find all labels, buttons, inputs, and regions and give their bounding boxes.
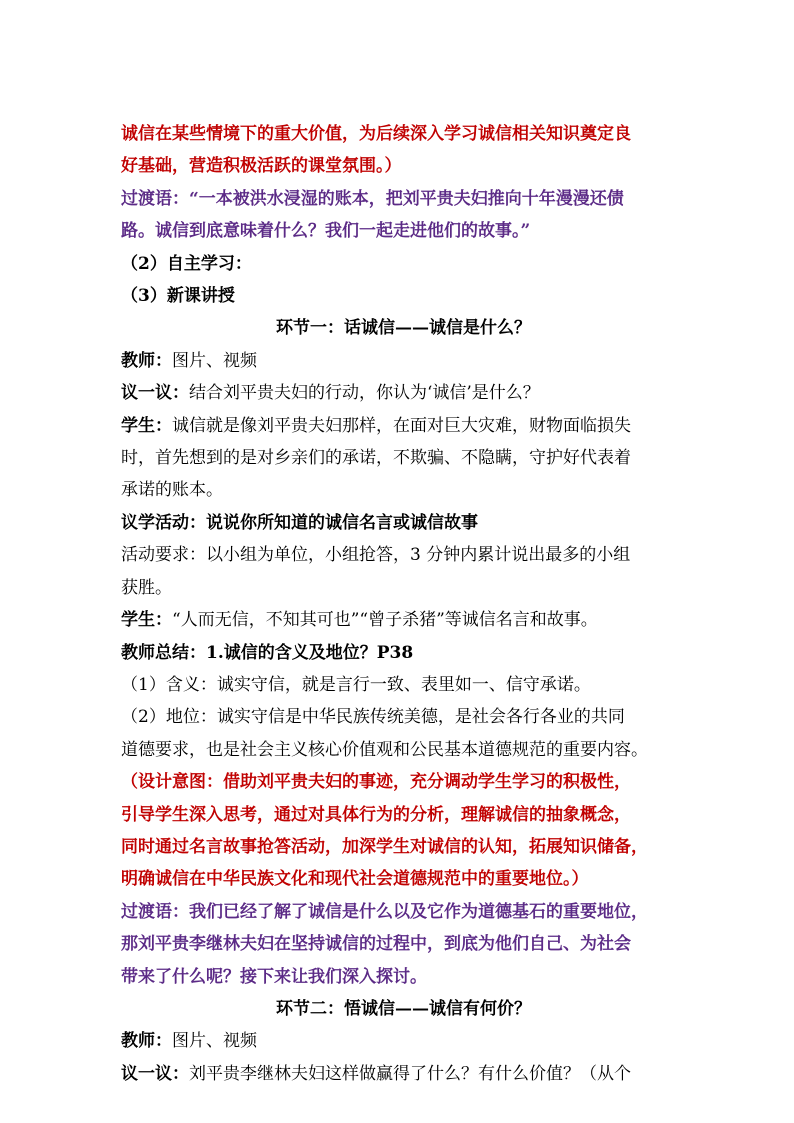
student-answer-line-3: 承诺的账本。 [121, 480, 223, 501]
teacher-text: 图片、视频 [172, 350, 257, 371]
transition-2-line-3: 带来了什么呢？接下来让我们深入探讨。 [121, 966, 427, 987]
teacher-summary-heading: 教师总结：1.诚信的含义及地位？P38 [121, 642, 414, 663]
activity-heading: 议学活动：说说你所知道的诚信名言或诚信故事 [121, 512, 478, 533]
discussion-line [121, 377, 686, 409]
design-intent-line-4: 明确诚信在中华民族文化和现代社会道德规范中的重要地位。） [121, 869, 589, 890]
discussion-text: 结合刘平贵夫妇的行动，你认为‘诚信’是什么？ [189, 383, 540, 404]
student-answer-line-1 [121, 410, 686, 442]
design-intent-line-3: 同时通过名言故事抢答活动，加深学生对诚信的认知，拓展知识储备， [121, 836, 648, 857]
discussion-line-2 [121, 1058, 686, 1090]
design-intent-end-line-2: 好基础，营造积极活跃的课堂氛围。） [121, 156, 402, 177]
teacher-line [121, 345, 686, 377]
student-label-2: 学生： [121, 610, 172, 631]
discussion-label: 议一议： [121, 383, 189, 404]
discussion-label-2: 议一议： [121, 1063, 189, 1084]
status-line-1: （2）地位：诚实守信是中华民族传统美德，是社会各行各业的共同 [121, 707, 625, 728]
transition-2-line-2: 那刘平贵李继林夫妇在坚持诚信的过程中，到底为他们自己、为社会 [121, 934, 631, 955]
discussion-text-2: 刘平贵李继林夫妇这样做赢得了什么？有什么价值？（从个 [189, 1063, 631, 1084]
design-intent-line-1: （设计意图：借助刘平贵夫妇的事迹，充分调动学生学习的积极性， [121, 772, 631, 793]
design-intent-end-line-1: 诚信在某些情境下的重大价值，为后续深入学习诚信相关知识奠定良 [121, 124, 631, 144]
teacher-line-2 [121, 1025, 686, 1057]
student-answer-line-2: 时，首先想到的是对乡亲们的承诺，不欺骗、不隐瞒，守护好代表着 [121, 448, 631, 469]
transition-line-2: 路。诚信到底意味着什么？我们一起走进他们的故事。” [121, 221, 531, 242]
stage-two-heading: 环节二：悟诚信——诚信有何价？ [276, 998, 531, 1019]
document-body [121, 118, 686, 1090]
student-label: 学生： [121, 415, 172, 436]
transition-2-line-1: 过渡语：我们已经了解了诚信是什么以及它作为道德基石的重要地位， [121, 901, 648, 922]
definition-line: （1）含义：诚实守信，就是言行一致、表里如一、信守承诺。 [121, 674, 591, 695]
student-text: 诚信就是像刘平贵夫妇那样，在面对巨大灾难，财物面临损失 [172, 415, 631, 436]
transition-line-1: 过渡语：“一本被洪水浸湿的账本，把刘平贵夫妇推向十年漫漫还债 [121, 188, 624, 209]
section-new-lesson: （3）新课讲授 [121, 286, 235, 307]
design-intent-line-2: 引导学生深入思考，通过对具体行为的分析，理解诚信的抽象概念， [121, 804, 631, 825]
teacher-label-2: 教师： [121, 1031, 172, 1052]
section-self-study: （2）自主学习： [121, 253, 252, 274]
student-example-text: “人而无信，不知其可也”“曾子杀猪”等诚信名言和故事。 [172, 610, 598, 631]
status-line-2: 道德要求，也是社会主义核心价值观和公民基本道德规范的重要内容。 [121, 739, 648, 760]
teacher-label: 教师： [121, 350, 172, 371]
teacher-text-2: 图片、视频 [172, 1031, 257, 1052]
stage-one-heading: 环节一：话诚信——诚信是什么？ [276, 318, 531, 339]
activity-rule-line-2: 获胜。 [121, 577, 172, 598]
student-example-line [121, 604, 686, 636]
activity-rule-line-1: 活动要求：以小组为单位，小组抢答，3 分钟内累计说出最多的小组 [121, 545, 631, 566]
